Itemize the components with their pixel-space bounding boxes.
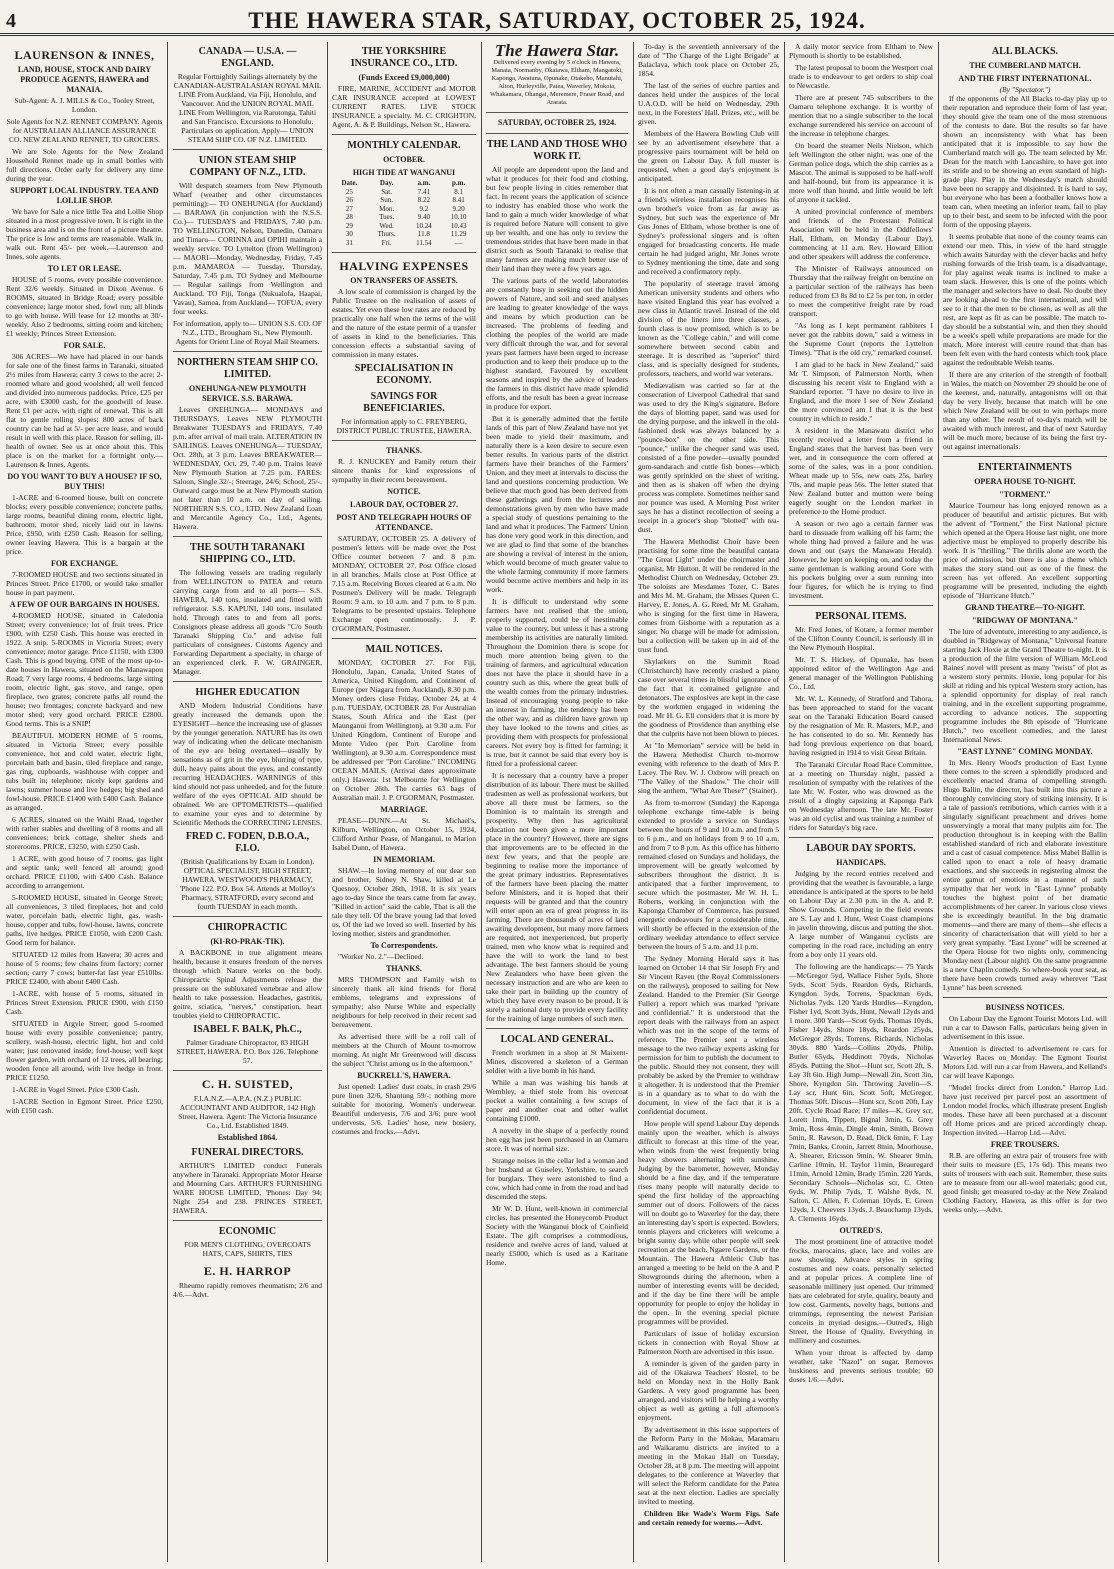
ad-text: SITUATED in Argyle Street; good 5-roomed house with every possible convenience; pantry, scullery, wash-house, electric light, hot and cold water; just renovated inside; fowl-house; well kept flower garden, with orchard of 12 trees, all bearing; wooden fence all around, with live hedge in front. PRICE £1250. <box>6 1019 163 1082</box>
ad-heading: ECONOMIC <box>218 1226 277 1237</box>
article-text: A reminder is given of the garden party in aid of the Okaiawa Teachers' Hostel, to be held on Monday next in the Holly Bank Gardens. A very good programme has been arranged, and visitors will be helping a worthy object as well as getting a full afternoon's enjoyment. <box>638 1359 779 1422</box>
table-row <box>332 213 476 222</box>
section-heading: LOCAL AND GENERAL. <box>500 1034 614 1045</box>
article-text: R.B. are offering an extra pair of trousers free with their suits to measure (£5, 17s 6d). This means two suits of trousers with each suit. Remember, these suits are to measure from our all-wool materials; good cut, good finish; get measured to-day at the New Zealand Clothing Factory, Hawera, as this offer is for two weeks only.—Advt. <box>943 1151 1107 1214</box>
ad-text: HOUSE of 5 rooms, every possible convenience. Rent 32/6 weekly. Situated in Dixon Avenue. 6 ROOMS, situated in Bridge Road; every possible convenience; large motor shed, fowl run; all blinds to go with house. Will lease for 12 months at 30/- weekly. Also 2 bedrooms, sitting room and kitchen; £1 weekly; Princes Street Extension. <box>6 275 163 338</box>
column-2 <box>170 42 325 1562</box>
notice-heading: IN MEMORIAM. <box>373 855 435 864</box>
notice-text: MONDAY, OCTOBER 27. For Fiji, Honolulu, Japan, Canada, United States of America, United Kingdom, and Continent of Europe (per Niagara from Auckland), 8.30 p.m. Money orders close Friday, October 24, at 4 p.m. TUESDAY, OCTOBER 28. For Australian States, South Africa and the East (per Maunganui from Wellington), at 9.30 a.m. For United Kingdom, Continent of Europe and Monte Video (per Port Caroline from Wellington), at 9.30 a.m. Correspondence must be addressed per "Port Caroline." INCOMING OCEAN MAILS. (Arrival dates approximate only.) Hawera: 1st Melbourne for Wellington on October 26th. The carries 63 bags of Australian mail. J. P. O'GORMAN, Postmaster. <box>332 658 476 802</box>
ad-subheading: Established 1864. <box>217 1133 278 1142</box>
ad-text: For information apply to C. FREYBERG, DISTRICT PUBLIC TRUSTEE, HAWERA. <box>336 417 472 435</box>
ad-subheading: ON TRANSFERS OF ASSETS. <box>350 276 458 285</box>
table-header: Date. <box>341 179 358 187</box>
column-6 <box>786 42 936 1562</box>
ad-text: 306 ACRES—We have had placed in our hands for sale one of the finest farms in Taranaki, situated 2½ miles from Hawera; carry 3 cows to the acre; 2-roomed whare and good woolshed; all well fenced and divided into numerous paddocks. Price, £25 per acre, with £3000 cash, for the goodwill of lease. Rent £1 per acre, with right of renewal. This is all flat to gentle rolling slopes; 800 acres of back country can be had at 5/- per acre lease, and would result in well with this place. Reason for selling, ill-health of owner. See us at once about this. This place is on the market for a fortnight only.—Laurenson & Innes, Agents. <box>6 352 163 469</box>
table-cell: 11.8 <box>417 230 430 238</box>
article-text: In Mrs. Henry Wood's production of East Lynne there comes to the screen a splendidly produced and excellently enacted drama of compelling strength. Hugo Ballin, the director, has built into this picture a thoroughly convincing story of striking intensity. It is a tale of passion's retributions, which carries with it a singularly significant preachment and drives home unswervingly a moral that many pulpits aim for. The production throughout is in keeping with the Ballin established standard of rich and elaborate investiture and a cast of casual competence. Miss Mabel Ballin is called upon to enact a role of heavy dramatic exactions, and she succeeds in registering almost the entire gamut of emotions in a manner of such sympathy that her work in "East Lynne" probably touches the highest point of her dramatic accomplishments of her career. In various close views she is exceedingly beautiful. In the big dramatic moments—and there are many of them—she effects a sincerity of characterisation that will yield to her a very great sympathy. "East Lynne" will be screened at the Opera House for two nights only, commencing Monday next (Labour night). On the same programme is a new Chaplin comedy. So where-book your seat, as there have been crowds turned away wherever "East Lynne" has been screened. <box>943 758 1107 992</box>
table-row <box>332 239 476 248</box>
divider <box>486 133 628 134</box>
ad-subheading: A FEW OF OUR BARGAINS IN HOUSES. <box>9 600 160 609</box>
table-cell: 8.1 <box>454 187 463 196</box>
table-cell: 9.40 <box>417 213 431 221</box>
editorial-heading: THE LAND AND THOSE WHO WORK IT. <box>486 139 628 162</box>
article-text: It is not often a man casually listening-in at a friend's wireless installation recognises his own brother's voice from as far away as Sydney, but such was the experience of Mr Gus Jones of Eltham, whose brother is one of Sydney's professional singers and is often engaged for broadcasting concerts. He made certain he had judged aright, Mr Jones wrote to Sydney mentioning the time, date and song and received a confirmatory reply. <box>638 186 779 276</box>
article-text: The Hawera Methodist Choir have been practising for some time the beautiful cantata "The Great Light" under the choirmaster and organist, Mr Hutton. It will be rendered in the Methodist Church on Wednesday, October 29. The soloists are Mesdames Tozer, C. Bates and Mrs M. M. Graham, the Misses Queen C. Harvey, E. Jones, A. G. Reed, Mr M. Graham, who is singing for the first time in Hawera, comes from Gisborne with a reputation as a singer. No charge will be made for admission, but a collection will be taken up in aid of the trust fund. <box>638 537 779 654</box>
ad-text: ARTHUR'S LIMITED conduct Funerals anywhere in Taranaki. Appropriate Motor Hearse and Mourning Cars. ARTHUR'S FURNISHING WARE HOUSE LIMITED, 'Phones: Day 94; Night 254 and 238. PRINCES STREET, HAWERA. <box>173 1161 322 1215</box>
divider <box>173 681 322 682</box>
section-subheading: FREE TROUSERS. <box>990 1140 1060 1149</box>
section-heading: MONTHLY CALENDAR. <box>347 140 461 151</box>
ad-text: Leaves ONEHUNGA— MONDAYS and THURSDAYS. Leaves NEW PLYMOUTH Breakwater TUESDAYS and FRIDAYS, 7.40 p.m. after arrival of mail train. ALTERATION IN SAILINGS. Leaves ONEHUNGA— TUESDAY, Oct. 28th, at 3 p.m. Leaves BREAKWATER— WEDNESDAY, Oct. 29, 7.40 p.m. Trains leave New Plymouth Station at 7.25 p.m. FARES: Saloon, Single 32/-; Steerage, 24/6; School, 25/-. Outward cargo must be at New Plymouth station not later than 10 a.m. on day of sailing. NORTHERN S.S. CO., LTD. New Zealand Loan and Mercantile Agency Co., Ltd., Agents, Hawera. <box>173 405 322 531</box>
divider <box>173 1220 322 1221</box>
newspaper-nameplate: The Hawera Star. <box>494 42 620 60</box>
section-subheading: "RIDGWAY OF MONTANA." <box>972 616 1078 625</box>
ad-heading: NORTHERN STEAM SHIP CO. LIMITED. <box>177 357 318 380</box>
divider <box>943 456 1107 457</box>
article-text: Mr. Fred Jones, of Kotare, a former member of the Clifton County Council, is seriously ill in the New Plymouth Hospital. <box>789 625 933 652</box>
ad-heading: FRED C. FODEN, D.B.O.A., F.I.O. <box>185 831 310 854</box>
table-header: a.m. <box>417 179 431 187</box>
ad-heading: THE YORKSHIRE INSURANCE CO., LTD. <box>350 46 458 69</box>
article-text: When your throat is affected by damp weather, take "Nazol" on sugar. Removes huskiness and prevents serious trouble; 60 doses 1/6.—Advt. <box>789 1348 933 1384</box>
ad-text: 7-ROOMED HOUSE and two sections situated in Princes Street. Price £1700, or would take smaller house in part payment. <box>6 570 163 597</box>
article-text: While a man was washing his hands at Wembley, a thief stole from his overcoat pocket a wallet containing a few scraps of paper and another coat and other wallet containing £1000. <box>486 1078 628 1123</box>
table-cell: Wed. <box>379 221 394 230</box>
divider <box>173 149 322 150</box>
section-subheading: OUTRED'S. <box>839 1226 883 1235</box>
article-text: I am glad to be back in New Zealand," said Mr T. Simpson, of Palmerston North, when discussing his recent visit to England with a Standard reporter. "I have no desire to live in England, and the more I see of New Zealand the more convinced am I that it is the best country in which to reside." <box>789 360 933 423</box>
divider <box>789 605 933 606</box>
ad-text: 1-ACRE, with house of 5 rooms, situated in Princes Street Extension. PRICE £900, with £150 Cash. <box>6 989 163 1016</box>
notice-text: MRS THOMPSON and Family wish to sincerely thank all kind friends for floral emblems, telegrams and expressions of sympathy; also Nurse White and especially neighbours for help received in their recent sad bereavement. <box>332 975 476 1029</box>
table-cell: Thurs. <box>377 230 396 238</box>
ad-text: The following vessels are trading regularly from WELLINGTON to PATEA and return carrying cargo from and to all ports— S.S. HAWERA, 140 tons, insulated and fitted with refrigerator. S.S. KAPUNI, 140 tons, insulated hold. Through rates to and from all ports. Consignors please address all goods "C/o South Taranaki Shipping Co." and advise full particulars of consignees. Customs Agency and Forwarding Department a specialty, in charge of an experienced clerk. F. W. GRAINGER, Manager. <box>173 568 322 676</box>
article-text: On Labour Day the Egmont Tourist Motors Ltd. will run a car to Dawson Falls, particulars being given in advertisement in this issue. <box>943 1014 1107 1041</box>
ad-text: For information, apply to— UNION S.S. CO. OF N.Z., LTD., Brougham St., New Plymouth. Agents for Orient Line of Royal Mail Steamers. <box>173 319 322 346</box>
article-text: Mr W. D. Hunt, well-known in commercial circles, has presented the Honeycomb Product Society with the Wanganui block of Coinfield Estate. The gift comprises a commodious, residence and twelve acres of land, valued at nearly £5000, which is used as a Karitane Home. <box>486 1204 628 1267</box>
article-text: On board the steamer Neils Nielson, which left Wellington the other night, was one of the German police dogs, which the ship carries as a Mascot. The animal is supposed to be half-wolf and half-hound, but from its appearance it is more wolf than hound, and little would be left of anyone it tackled. <box>789 141 933 204</box>
table-header: p.m. <box>452 179 466 187</box>
article-text: The most prominent line of attractive model frocks, marocains, glace, lace and voiles are now showing. Advance styles in spring costumes and new coats, personally selected and at popular prices. A complete line of seasonable millinery just opened. Our trimmed hats are celebrated for style, quality, beauty and low cost. Garments, novelty bags, buttons and trimmings, representing the newest Parisian conceits in myriad designs.—Outred's, High Street, the House of Quality. Everything in millinery and costumes. <box>789 1237 933 1345</box>
divider <box>789 837 933 838</box>
newspaper-title: THE HAWERA STAR, SATURDAY, OCTOBER 25, 1924. <box>248 8 866 33</box>
article-text: If the opponents of the All Blacks to-day play up to their reputation and reproduce their form of last year, they should give the team one of the most strenuous of the contests to date. But the results so far have shown an inconsistency with what has been anticipated that it is impossible to say how the Cumberland match will go. The team selected by Mr. Dean for the match with Lancashire, to have got into its stride and to be showing an even standard of high-grade play. Play in the Wednesday's match should have been no scrappy and disjointed. It is hard to say, but everyone who has been a footballer knows how a team can, when meeting an inferior team, fail to play up to their best, and seem to be infected with the poor form of the opposing players. <box>943 94 1107 229</box>
column-3 <box>329 42 479 1562</box>
table-cell: 27 <box>345 204 353 213</box>
ad-text: 1-ACRE Section in Egmont Street. Price £250, with £150 cash. <box>6 1097 163 1115</box>
article-text: Mr. W. L. Kennedy, of Stratford and Tahora, has been approached to stand for the vacant seat on the Taranaki Education Board caused by the resignation of Mr. R. Masters, M.P., and he has consented to do so. Mr. Kennedy has had long previous experience on that board, having resigned in 1914 to visit Great Britain. <box>789 694 933 757</box>
page-number: 4 <box>6 10 16 32</box>
ad-text: Sub-Agent: A. J. MILLS & Co., Tooley Street, London. <box>14 96 155 114</box>
masthead <box>0 0 1114 36</box>
article-text: Strange noises in the cellar led a woman and her husband at Guiseley, Yorkshire, to search for burglars. They were astonished to find a cow, which had come in from the road and had descended the steps. <box>486 1156 628 1201</box>
column-7 <box>940 42 1110 1562</box>
notice-heading: MAIL NOTICES. <box>365 644 443 655</box>
section-subheading: OCTOBER. <box>383 155 425 164</box>
table-cell: 25 <box>345 187 353 196</box>
column-rule <box>481 42 482 1562</box>
table-row <box>332 205 476 214</box>
ad-heading: E. H. HARROP <box>203 1264 292 1278</box>
ad-heading: SAVINGS FOR BENEFICIARIES. <box>363 391 445 414</box>
notice-heading: To Correspondents. <box>370 941 438 950</box>
article-text: But it is generally admitted that the fertile lands of this part of New Zealand have not yet been made to yield their maximum, and naturally there is a keen desire to secure even better results. In various parts of the district farmers have their branches of the Farmers' Union, and they meet at intervals to discuss the land and questions concerning production. We believe that much good has been derived from these gatherings and from the lectures and demonstrations given by men who have made a special study of questions pertaining to the land and what it produces. The Farmers' Union has done very good work in this direction, and we are glad to find that some of the branches are showing a revival of interest in the union, which would become of much greater value to the whole farming community if more farmers would become active members and help in its work. <box>486 414 628 594</box>
notice-heading: LABOUR DAY, OCTOBER 27. <box>350 500 458 509</box>
notice-text: As advertised there will be a roll call of members at the Church of Mount to-morrow morning. At night Mr Greenwood will discuss the subject "Christ among us in the afternoon." <box>332 1032 476 1068</box>
ad-heading: C. H. SUISTED, <box>201 1077 294 1091</box>
notice-heading: THANKS. <box>386 446 422 455</box>
divider <box>173 351 322 352</box>
article-text: The following are the handicaps:— 75 Yards—McGregor 5yd, Wallace Fisher 5yds, Shore 5yds, Scott 5yds, Reardon 6yds, Richards, Kyngdon 5yds, Torrens, Spackman 6yds, Nicholas 7yds. 120 Yards Hurdles—Kyngdon, Fisher 1yd, Scott 3yds, Hunt, Newall 12yds and 1 more. 300 Yards—Scott 6yds, Thomas 10yds, Fisher 14yds, Shore 18yds, Reardon 25yds, McGregor 28yds, Torrens, Richards, Nicholas 30yds. 880 Yards—Collins 20yds, Philip, Butler 65yds, Heddinott 70yds, Nicholas 85yds. Putting the Shot—Hunt scr, Scott 2ft, S. Lay 3ft 6in. High Jump—Newall 2in, Scott 3in, Shore, Kyngdon 5in. Throwing Javelin—S. Lay scr, Hunt 6in, Scott 5oft, McGregor, Thomas 50ft. Discus—Hunt scr, Scott 20ft, Lay 20ft. Cycle Road Race; 17 miles—K. Grey scr, Lorett 1min, Tippett, Bignal 3min, G. Grey 3min, Ross 4min, Dingle 4min, Smith, Brown 5min, R. Rawson, D. Read, Dick 6min, F. Lay 7min, Banks, Cronin, Jarrett 8min, Moorhouse, A. Shearer, Ericsson 9min, W. Shearer 9min, Carline 10min, H. Taylor 11min, Beauregard 11min, Arnold 12min, Brady 15min. 220 Yards, Secondary Schools—Nicholas scr, C. Otten 6yds, W. Philip 7yds, T. Walshe 8yds, N. Salton, C. Allen, F. Coleman 10yds, E. Green 12yds, J. Cheevers 13yds, J. Beauchamp 13yds, A. Clements 16yds. <box>789 962 933 1223</box>
table-header: Day. <box>379 179 394 187</box>
ad-subheading: (Funds Exceed £9,000,000) <box>358 73 450 82</box>
divider <box>332 134 476 135</box>
ad-heading: ISABEL F. BALK, Ph.C., <box>193 1024 302 1035</box>
table-cell: 29 <box>345 221 353 230</box>
article-text: Judging by the record entries received and providing that the weather is favourable, a large attendance is anticipated at the sports to be held on Labour Day at 2.30 p.m. in the A. and P. Show Grounds. Competing in the field events are S. Lay and I. Hunt, West Coast champions in javelin throwing, discus and putting the shot. A large number of Wanganui cyclists are competing in the road race, including an entry from a boy only 11 years old. <box>789 869 933 959</box>
ad-heading: THE SOUTH TARANAKI SHIPPING CO., LTD. <box>190 542 305 565</box>
ad-subheading: (KI-RO-PRAK-TIK). <box>210 937 285 946</box>
article-text: All people are dependent upon the land and what it produces for their food and clothing, but few people living in cities remember that fact. In recent years the application of science to industry has enabled those who work the land to gain a much wider knowledge of what is required before Nature will consent to give up her wealth, and one has only to review the tremendous strides that have been made in that district such as South Taranaki to realise that many farmers are making much better use of their land than they were a few years ago. <box>486 165 628 273</box>
table-cell: 11.29 <box>450 230 467 238</box>
table-cell: 10.24 <box>416 221 432 230</box>
divider <box>173 916 322 917</box>
column-4 <box>483 42 631 1562</box>
notice-heading: NOTICE. <box>387 487 421 496</box>
ad-heading: FUNERAL DIRECTORS. <box>191 1147 304 1158</box>
ad-heading: HALVING EXPENSES <box>339 259 469 273</box>
table-cell: 7.41 <box>417 187 431 196</box>
section-subheading: OPERA HOUSE TO-NIGHT. <box>974 477 1076 486</box>
ad-subheading: LAND, HOUSE, STOCK AND DAIRY PRODUCE AGENTS, HAWERA and MANAIA. <box>17 65 152 94</box>
table-cell: 10.43 <box>450 221 467 230</box>
article-text: As from to-morrow (Sunday) the Kaponga telephone exchange time-table is being extended to provide a service on Sundays between the hours of 9 and 10 a.m. and from 5 to 6 p.m., and on holidays from 9 to 10 a.m. and from 7 to 8 p.m. As this office has hitherto remained closed on Sundays and holidays, the improvement will be greatly welcomed by subscribers throughout the district. It is anticipated that a further improvement, to secure which the postmaster, Mr W. H. L. Roberts, working in conjunction with the Kaponga Chamber of Commerce, has pursued energetic endeavours for a considerable time, will shortly be effected in the extension of the ordinary weekday attendance to effect service between the hours of 5 a.m. and 11 p.m. <box>638 798 779 951</box>
article-text: A united provincial conference of members and friends of the Protestant Political Association will be held in the Oddfellows' Hall, Eltham, on Monday (Labour Day), commencing at 11 a.m. Rev. Howard Elliott and other speakers will address the conference. <box>789 207 933 261</box>
notice-heading: MARRIAGE. <box>380 805 428 814</box>
notice-text: R. J. KNUCKEY and Family return their sincere thanks for kind expressions of sympathy in their recent bereavement. <box>332 457 476 484</box>
table-cell: 26 <box>345 196 353 204</box>
divider <box>332 638 476 639</box>
ad-text: We are Sole Agents for the New Zealand Household Rennet made up in small bottles with full directions. Order early for delivery any time during the year. <box>6 147 163 183</box>
ad-text: F.I.A.N.Z.—A.P.A. (N.Z.) PUBLIC ACCOUNTANT AND AUDITOR, 142 High Street, Hawera. Agent: The Victoria Insurance Co., Ltd. Established 1849. <box>178 1094 317 1130</box>
ad-heading: LAURENSON & INNES, <box>14 48 155 62</box>
ad-text: FIRE, MARINE, ACCIDENT and MOTOR CAR INSURANCE accepted at LOWEST CURRENT RATES. LIVE STOCK INSURANCE a specialty. M. C. CRIGHTON, Agent, A. & P. Buildings, Nelson St., Hawera. <box>332 84 476 129</box>
table-cell: 11.54 <box>416 238 432 247</box>
byline: (By "Spectator.") <box>999 85 1051 94</box>
table-cell: Mon. <box>379 204 395 213</box>
ad-text: We have for Sale a nice little Tea and Lollie Shop situated in a most progressive town. It is right in the business area and is on the front of a picture theatre. The price is low and terms are reasonable. Walk in, walk out. Rent 45/- per week.—Laurenson and Innes, sole agents. <box>6 207 163 261</box>
section-subheading: THE CUMBERLAND MATCH. <box>969 61 1081 70</box>
notice-text: Just opened: Ladies' dust coats, in crash 29/6 pure linen 32/6, Shantung 59/-; nothing more suitable for motoring. Women's underwear. Beautiful undervests, 7/6 and 3/6; pure wool undervests, 5/6. Ladies' hose, new hosiery, costumes and frocks.—Advt. <box>332 1082 476 1136</box>
article-text: A resident in the Manawatu district who recently received a letter from a friend in England states that the harvest has been very wet, and in consequence the corn offered at some of the sales, was in a poor condition. Wheat made up to 55s, new oats 25s, barley 70s, and maple peas 56s. The letter stated that New Zealand butter and mutton were being eagerly sought on the London market in preference to the Home product. <box>789 426 933 516</box>
article-text: The last of the series of euchre parties and dances held under the auspices of the local U.A.O.D. will be held on Wednesday, 29th next, in the Foresters' Hall. Prizes, etc., will be given. <box>638 81 779 126</box>
column-rule <box>167 42 168 1562</box>
column-5 <box>635 42 782 1562</box>
table-cell: 10.10 <box>450 213 467 221</box>
table-row <box>332 230 476 239</box>
article-text: By advertisement in this issue supporters of the Reform Party in the Mokau, Maramaru and Waikaramu districts are invited to a meeting in the Mokau Hall on Tuesday, October 28, at 8 p.m. The meeting will appoint delegates to the conference at Waverley that will select the Reform candidate for the Patea seat at the next election. Ladies are specially invited to meeting. <box>638 1425 779 1506</box>
table-cell: Fri. <box>381 238 392 247</box>
notice-subheading: POST AND TELEGRAPH HOURS OF ATTENDANCE. <box>336 513 472 532</box>
ad-text: Palmer Graduate Chiropractor, 83 HIGH STREET, HAWERA. P.O. Box 126. Telephone 57. <box>176 1038 319 1065</box>
article-text: The lure of adventure, interesting to any audience, is doubled in "Ridgeway of Montana," Universal feature starring Jack Hoxie at the Grand Theatre to-night. It is a production of the film version of William McLeod Raines' novel will present as many "twists" of plot as a western story permits. Hoxie, long popular for his skill at riding and his typical Western story action, has a splendid opportunity for display of real ranch training, and in the excellent supporting programme, according to advance notices. The supporting programme includes the 8th episode of "Hurricane Hutch," two excellent comedies, and the latest International News. <box>943 627 1107 744</box>
divider <box>943 997 1107 998</box>
ad-text: Will despatch steamers from New Plymouth Wharf (weather and other circumstances permitting):— TO ONEHUNGA (for Auckland)— BARAWA (in conjunction with the N.S.S. Co.)— TUESDAYS and FRIDAYS, 7.40 p.m. TO WELLINGTON, Nelson, Dunedin, Oamaru and Timaru— CORINNA and OPIHI maintain a weekly service. TO Lyttelton (from Wellington)— MAORI—Monday, Wednesday, Friday, 7.45 p.m. MAMAROA — Tuesday, Thursday, Saturday, 7.45 p.m. TO Sydney and Melbourne— Regular sailings from Wellington and Auckland. TO Fiji, Tonga (Nukualofa, Haapai, Vavau), Samoa, from Auckland— TOFUA, every four weeks. <box>173 181 322 316</box>
section-subheading: "TORMENT." <box>999 490 1051 499</box>
table-cell: 9.2 <box>419 204 429 213</box>
ad-heading: CANADA — U.S.A. — ENGLAND. <box>198 46 297 69</box>
divider <box>486 1028 628 1029</box>
table-cell: 9.20 <box>452 204 465 213</box>
ad-subheading: DO YOU WANT TO BUY A HOUSE? IF SO, BUY THIS! <box>7 472 162 491</box>
ad-subheading: FOR SALE. <box>63 341 106 350</box>
column-rule <box>327 42 328 1562</box>
section-subheading: "EAST LYNNE" COMING MONDAY. <box>957 747 1093 756</box>
column-rule <box>633 42 634 1562</box>
article-text: Attention is directed to advertisement re cars for Waverley Races on Monday. The Egmont Tourist Motors Ltd. will run a car from Hawera, and Kelland's car will leave Kapongo. <box>943 1044 1107 1080</box>
table-cell: — <box>455 238 463 247</box>
notice-heading: BUCKRELL'S, HAWERA. <box>357 1071 451 1080</box>
table-cell: Sat. <box>381 187 392 196</box>
article-text: French workmen in a shop at St Maixent-Mines, discovered a skeleton of a German soldier with a live bomb in his hand. <box>486 1048 628 1075</box>
divider <box>173 1070 322 1071</box>
article-text: Mr. T. S. Hickey, of Opunake, has been appointed editor of the Wellington Age and general manager of the Wellington Publishing Co., Ltd. <box>789 655 933 691</box>
ad-text: AND Modern Industrial Conditions have greatly increased the demands upon the EYESIGHT—hence the increasing use of glasses by the younger generation. NATURE has its own way of indicating when the delicate mechanism of the eye are being overtaxed—usually by sensations as of grit in the eye, blurring of type, dull, heavy pains about the eyes, and constantly recurring HEADACHES. WARNINGS of this kind should not pass unheeded, and for the future welfare of the eyes OPTICAL AID should be obtained. We are OPTOMETRISTS—qualified to examine your eyes and to determine by Scientific Methods the CORRECTING LENSES. <box>173 701 322 827</box>
article-text: It seems probable that none of the county teams can extend our men. This, in view of the hard struggle which awaits Saturday with the clever backs and hefty rushing forwards of the Irish team, is a disadvantage, for play against weak teams is inclined to make a team slack. However, this is one of the points which the manager and selectors have to deal. No doubt they are looking ahead to the first international, and will see to it that the men to be chosen, as well as all the rest, are kept as fit as can be possible. The match to-day should be a substantial win, and then they should be a week's spell while preparations are made for the match. More interest will centre round that than has been felt even with the hard contests which took place against the redoubtable Welsh teams. <box>943 232 1107 367</box>
ad-text: 1 ACRE, with good house of 7 rooms, gas light and septic tank; well fenced all around; good orchard. PRICE £1100, with £400 Cash. Balance according to arrangement. <box>6 854 163 890</box>
ad-text: 4-ROOMED HOUSE, situated in Caledonia Street; every convenience; lot of fruit trees. Price £900, with £250 Cash. This house was erected in 1922. A snip. 5-ROOMS in Victoria Street; every convenience; motor garage. Price £1150, with £300 Cash. This is good buying. ONE of the most up-to-date houses in Hawera, situated on the Manawapou Road; 7 very large rooms, 4 bedrooms, large sitting room, electric light, gas stove, and range, open fireplace, two grates; concrete paths all round the house; two frontages; concrete backyard and new motor shed; very good orchard. PRICE £2800. Good terms. This is a SNIP! <box>6 611 163 728</box>
ad-text: SITUATED 12 miles from Hawera; 30 acres and house of 5 rooms; few chains from factory; corner section; carry 7 cows; butter-fat last year £510lbs. PRICE £2400, with about £400 Cash. <box>6 950 163 986</box>
article-text: Mediævalism was carried so far at the consecration of Liverpool Cathedral that sand was used to dry the King's signature. Before the days of blotting paper, sand was used for the drying purpose, and the inkwell in the old-fashioned desk was always balanced by a "pounce-box" on the other side. This "pounce," unlike the chequer sand was used, consisted of a fine powder—usually pounded gum-sandarach and cuttle fish bones—which was gently sprinkled on the sheet of writing, and then as is shaken off when the drying process was complete. Sometimes neither sand nor pounce was used. A Morning Post writer says he has a distinct recollection of seeing a receipt in a grocer's shop "blotted" with tea-dust. <box>638 381 779 534</box>
notice-heading: THANKS. <box>386 964 422 973</box>
divider <box>486 112 628 113</box>
table-cell: 8.41 <box>452 196 465 204</box>
ad-text: Regular Fortnightly Sailings alternately by the CANADIAN-AUSTRALASIAN ROYAL MAIL LINE From Auckland, via Fiji, Honolulu, and Vancouver. And the UNION ROYAL MAIL LINE From Wellington, via Rarotonga, Tahiti and San Francisco. Excursions to Honolulu. Particulars on application. Apply— UNION STEAM SHIP CO. OF N.Z. LIMITED. <box>173 72 322 144</box>
ad-text: 6 ACRES, situated on the Waihi Road, together with rather stables and dwelling of 8 rooms and all conveniences; brick cottage, shelter sheds and storerooms. PRICE, £3250, with £250 Cash. <box>6 815 163 851</box>
article-text: Maurice Tourneur has long enjoyed renown as a producer of beautiful and artistic pictures. But with the advent of "Torment," the First National picture which opened at the Opera House last night, one more adjective must be employed to properly describe his work. It is "thrilling." The thrills alone are worth the price of admission, but there is also a theme which makes the story stand out as one of the finest the screen has yet offered. An excellent supporting programme will be presented, including the eighth episode of "Hurricane Hutch." <box>943 501 1107 600</box>
article-text: "As long as I kept permanent rabbiters I never got the rabbits down," said a witness in the Supreme Court (reports the Lyttelton Times). "That is the old cry," remarked counsel. <box>789 321 933 357</box>
article-text: The Taranaki Circular Road Race Committee, at a meeting on Thursday night, passed a resolution of sympathy with the relatives of the late Mr. W. Foster, who was drowned as the result of a dinghy capsizing at Kaponga Park on Wednesday afternoon. The late Mr. Foster was an old cyclist and was training a number of riders for Saturday's big race. <box>789 760 933 832</box>
divider <box>332 252 476 253</box>
section-subheading: HANDICAPS. <box>836 858 886 867</box>
ad-text: BEAUTIFUL MODERN HOME of 5 rooms, situated in Victoria Street; every possible convenience, hot and cold water, electric light, porcelain bath and basin, tiled fireplace and range, gas ring, cupboards, washhouse with copper and tubs built in; telephone; nicely kept gardens and lawns; summer house and live hedges; big shed and fowl-house. PRICE £1400 with £400 Cash. Balance as arranged. <box>6 731 163 812</box>
notice-text: SHAW.—In loving memory of our dear son and brother, Sidney N. Shaw, killed at Le Quesnoy, October 26th, 1918. It is six years ago to-day Since the tears came from far away, "Killed in action" said the cable, That is all the tale they tell. Of the brave young lad that loved us, Of the lad we loved so well. Inserted by his loving mother, sisters and grandmother. <box>332 866 476 938</box>
article-text: If there are any criterion of the strength of football in Wales, the match on November 29 should be one of the keenest, and, naturally, antagonisms will on that day be very lively, because that match will be one which New Zealand will be out to win perhaps more than any other. The result of to-day's match will be awaited with much interest, and that of next Saturday will be much more, because of its being the first try-out against internationals. <box>943 370 1107 451</box>
table-cell: 30 <box>345 230 353 238</box>
article-text: To-day is the seventieth anniversary of the date of "The Charge of the Light Brigade" at Balaclava, which took place on October 25, 1854. <box>638 42 779 78</box>
editorial-date: SATURDAY, OCTOBER 25, 1924. <box>497 118 617 127</box>
table-row <box>332 222 476 231</box>
table-cell: Tues. <box>379 213 395 221</box>
ad-text: FOR MEN'S CLOTHING, OVERCOATS HATS, CAPS, SHIRTS, TIES <box>184 1240 311 1258</box>
article-text: The popularity of steerage travel among American university students and others who have visited England this year has evolved a new class in Atlantic travel. Instead of the old division of the liners into three classes, a fourth class is now promised, which is to be known as the "College cabin," and will come somewhere between second cabin and steerage. It is described as "superior" third class, and is specially designed for students, professors, teachers, and world war veterans. <box>638 279 779 378</box>
ad-text: A BACKBONE in true alignment means health, because it ensures freedom of the nerves through which Nature works on the body. Chiropractic Spinal Adjustments release the pressure on the subluxated vertebrae and allow health to take possession. Headaches, gastritis, goitre, sciatica, "nerves," constipation, heart troubles yield to CHIROPRACTIC. <box>173 948 322 1020</box>
article-text: A daily motor service from Eltham to New Plymouth is shortly to be established. <box>789 42 933 60</box>
ad-subheading: FOR EXCHANGE. <box>50 559 119 568</box>
column-1 <box>3 42 166 1562</box>
section-subheading: GRAND THEATRE—TO-NIGHT. <box>965 603 1085 612</box>
article-text: The latest proposal to boom the Westport coal trade is to endeavour to get orders to ship coal to Newcastle. <box>789 63 933 90</box>
ad-text: 1-ACRE and 6-roomed house, built on concrete blocks; every possible convenience; concrete paths, large rooms, beautiful dining room, electric light, bathroom, motor shed, nicely laid out in lawns. Price, £950, with £250 Cash. Reason for selling, owner leaving Hawera. This is a bargain at the price. <box>6 493 163 556</box>
article-text: Particulars of issue of holiday excursion tickets in connection with Royal Show at Palmerston North are advertised in this issue. <box>638 1329 779 1356</box>
section-heading: ENTERTAINMENTS <box>978 462 1072 473</box>
article-text: Members of the Hawera Bowling Club will see by an advertisement elsewhere that a progressive pairs tournament will be held on the green on Labour Day. A full muster is requested, when a good day's enjoyment is anticipated. <box>638 129 779 183</box>
delivery-note: Delivered every evening by 5 o'clock in Hawera, Manaia, Normanby, Okaiawa, Eltham, Mangatoki, Kaponga, Awatuna, Opunake, Otakeho, Manutahi, Alton, Hurleyville, Patea, Waverley, Mokoia, Whakamara, Ohangai, Meremere, Fraser Road, and Ararata. <box>489 59 625 106</box>
article-text: There are at present 745 subscribers to the Oamaru telephone exchange. It is worthy of mention that no a single subscriber to the local exchange surrendered his service on account of the increase in telephone charges. <box>789 93 933 138</box>
article-text: How people will spend Labour Day depends mainly upon the weather, which is always difficult to forecast at this time of the year, when winds from the west frequently bring heavy showers alternating with sunshine. Judging by the barometer, however, Monday should be a fine day, and if the temperature rises many people will naturally decide to spend the first holiday of the approaching summer out of doors. Followers of the races will no doubt go to Waverley for the day, there an interesting day's sport is expected. Bowlers, tennis players and cricketers will welcome a bright sunny day, while other people will seek recreation at the beach. Ngaere Gardens, or the Mountain. The Hawera Athletic Club has arranged a meeting to be held on the A and P Showgrounds during the afternoon, when a number of interesting events will be decided, and if the day be fine there will be ample opportunity for people to enjoy the holiday in the open. In the evening special picture programmes will be provided. <box>638 1119 779 1326</box>
article-text: The Minister of Railways announced on Thursday that the railway freight on benzine on a particular section of the railways has been reduced from £3 8s 8d to £2 5s per ton, in order to meet the competitive freight rate by road transport. <box>789 264 933 318</box>
ad-text: Sole Agents for N.Z. RENNET COMPANY. Agents for AUSTRALIAN ALLIANCE ASSURANCE CO. NEW ZEALAND RENNET, TO GROCERS. <box>6 117 163 144</box>
table-row <box>332 196 476 205</box>
table-cell: 8.22 <box>417 196 431 204</box>
ad-subheading: ONEHUNGA-NEW PLYMOUTH SERVICE. S.S. BARAWA. <box>188 384 307 403</box>
table-cell: Sun. <box>380 196 393 204</box>
article-text: Skylarkers on the Summit Road (Christchurch) have recently crashed a piano case over several times in blissful ignorance of the fact that it contained gelignite and detonators. The explosives are kept in the case by the workmen engaged in widening the road. Mr H. G. Ell considers that it is more by the goodness of Providence than anything else that the culprits have not been blown to pieces. <box>638 657 780 738</box>
ad-heading: HIGHER EDUCATION <box>195 687 300 698</box>
column-rule <box>938 42 939 1562</box>
article-text: "Model frocks direct from London." Harrop Ltd. have just received per parcel post an assortment of London model frocks, which illustrate present English modes. These have all been purchased at a discount off Home prices and are priced accordingly cheap. Inspection invited.—Harrop Ltd.—Advt. <box>943 1083 1107 1137</box>
article-text: It is necessary that a country have a proper distribution of its labour. There must be skilled tradesmen as well as professional workers, but above all there must be farmers, so the Dominion is to maintain its strength and prosperity. Why then has agricultural education not been given a more important place in the country? However, there are signs that improvements are to be effected in the next few years, and that the people are beginning to realise more the importance of the great primary industries. Representatives of the farmers have been placing the matter before Ministers, and it is hoped that their requests will be granted and that the country will enter upon an era of great progress in its farming. There are thousands of acres of land awaiting development, but many more farmers are required, not inexperienced, but properly trained, men who know what is required and have the will to work the land to best advantage. The best farmers should be young New Zealanders who have been given the necessary instruction and are who are keen to take their part in building up the country of which they have every reason to be proud. It is surely a national duty to provide every facility for the training of large numbers of such men. <box>486 771 628 1023</box>
ad-text: Rheumo rapidly removes rheumatism; 2/6 and 4/6.—Advt. <box>173 1281 322 1299</box>
table-cell: 28 <box>345 213 353 221</box>
ad-heading: SPECIALISATION IN ECONOMY. <box>354 363 454 386</box>
ad-subheading: SUPPORT LOCAL INDUSTRY. TEA AND LOLLIE SHOP. <box>10 186 159 205</box>
ad-heading: UNION STEAM SHIP COMPANY OF N.Z., LTD. <box>189 155 306 178</box>
section-heading: PERSONAL ITEMS. <box>815 611 907 622</box>
ad-text: A low scale of commission is charged by the Public Trustee on the realisation of assets of estates. Yet even these low rates are reduced by practically one half when the terms of the will and the nature of the estate permit of a transfer of assets in kind to the beneficiaries. This concession effects a substantial saving of commission in many estates. <box>332 287 476 359</box>
section-subheading: HIGH TIDE AT WANGANUI <box>352 168 456 177</box>
ad-text: 1-ACRE in Vogel Street. Price £300 Cash. <box>12 1085 140 1094</box>
tide-table <box>332 179 476 247</box>
article-text: The Sydney Morning Herald says it has learned on October 14 that Sir Joseph Fry and Sir Vincent Raven (the Royal Commissioners on the railways), proposed to sailing for New Zealand. Handed to the Premier (Sir George Fuller) a report which was marked "private and confidential." It is understood that the report deals with the railways from an aspect which was not in the scope of the terms of reference. The Premier sent a wireless message to the two railway experts asking for permission for him to publish the document to the public. Should they not consent, they will probably be asked by the Premier to withdraw it altogether. It is understood that the Premier is in a quandary as to what to do with the document, in view of the fact that it is a confidential document. <box>638 954 779 1116</box>
ad-text: (British Qualifications by Exam in London). OPTICAL SPECIALIST, HIGH STREET, HAWERA. WESTWOOD'S PHARMACY, 'Phone 122. P.O. Box 54. Attends at Molloy's Pharmacy, STRATFORD, every second and fourth TUESDAY in each month. <box>179 857 316 911</box>
notice-text: SATURDAY, OCTOBER 25. A delivery of postmen's letters will be made over the Post Office counter between 7 and 8 p.m. MONDAY, OCTOBER 27. Post Office closed in all branches. Mails close at Post Office at 7.15 a.m. Receiving Boxes cleared at 6 a.m. No Postmen's Delivery will be made. Telegraph Room: 9 a.m. to 10 a.m. and 7 p.m. to 8 p.m. Telegrams to be presented upstairs. Telephone Exchange open continuously. J. P. O'GORMAN, Postmaster. <box>332 534 476 633</box>
divider <box>332 440 476 441</box>
column-rule <box>784 42 785 1562</box>
ad-heading: CHIROPRACTIC <box>207 922 288 933</box>
advert-line: Children like Wade's Worm Figs. Safe and certain remedy for worms.—Advt. <box>638 1509 779 1527</box>
table-row <box>332 188 476 197</box>
ad-text: 5-ROOMED HOUSE, situated in George Street; all conveniences, 3 tiled fireplaces, hot and cold water, porcelain bath, electric light, gas, wash-house, copper and tubs, fowl-house, lawns, concrete paths, live hedges. PRICE £1050, with £200 Cash. Good term for balance. <box>6 893 163 947</box>
section-heading: ALL BLACKS. <box>991 46 1059 57</box>
article-text: It is difficult to understand why some farmers have not realised that the union, properly supported, could be of inestimable value to the country, but unless it has a strong membership its activities are naturally limited. Throughout the Dominion there is scope for much more attention being given to the training of farmers, and agricultural education does not have the place it should have in a country such as this, where the great bulk of the wealth comes from the primary industries. Instead of encouraging young people to take an interest in farming, the tendency has been the other way, and as children have grown up they have looked to the towns and cities as providing them with prospects for professional careers. Not every boy is fitted for farming; it is true, but it cannot be said that every boy is fitted for a professional career. <box>486 597 628 768</box>
ad-subheading: TO LET OR LEASE. <box>47 264 122 273</box>
table-cell: 31 <box>345 238 353 247</box>
section-heading: LABOUR DAY SPORTS. <box>806 843 916 854</box>
article-text: At "In Memoriam" service will be held in the Hawera Methodist Church to-morrow evening with reference to the death of Mrs P. Lacey. The Rev. W. J. Oxbrow will preach on "The Valley of the Shadow." The choir will sing the anthem, "What Are These?" (Stainer). <box>638 741 779 795</box>
section-subheading: AND THE FIRST INTERNATIONAL. <box>958 74 1092 83</box>
article-text: A season or two ago a certain farmer was hard to dissuade from walking off his farm; the whole thing had proved a failure and he was down and out (says the Manawatu Herald). However, he kept on keeping on, and today the same gentleman is walking around Gore with his pockets bulging over a sum running into four figures, for which he is trying to find investment. <box>789 519 933 600</box>
article-text: A novelty in the shape of a perfectly round hen egg has just been purchased in an Oamaru store. It was of normal size. <box>486 1126 628 1153</box>
notice-text: PEASE—DUNN.—At St. Michael's, Kilburn, Wellington, on October 15, 1924, Clifford Arthur Pease, of Manganui, to Marion Isabel Dunn, of Hawera. <box>332 816 476 852</box>
section-heading: BUSINESS NOTICES. <box>985 1003 1065 1012</box>
notice-text: "Worker No. 2."—Declined. <box>338 952 424 961</box>
article-text: The various parts of the world laboratories are constantly busy in seeking out the hidden powers of Nature, and soil and seed analyses are leading to greater knowledge of the ways and means by which production can be increased. The problems of feeding and clothing the peoples of the world are made very difficult through the war, and for several years past farmers have been urged to increase production and to keep their produce up to the highest standard. Favoured by excellent seasons and inspired by the advice of leaders the farmers in this district have made splendid efforts, and the result has been a great increase in produce for export. <box>486 276 628 411</box>
divider <box>173 536 322 537</box>
